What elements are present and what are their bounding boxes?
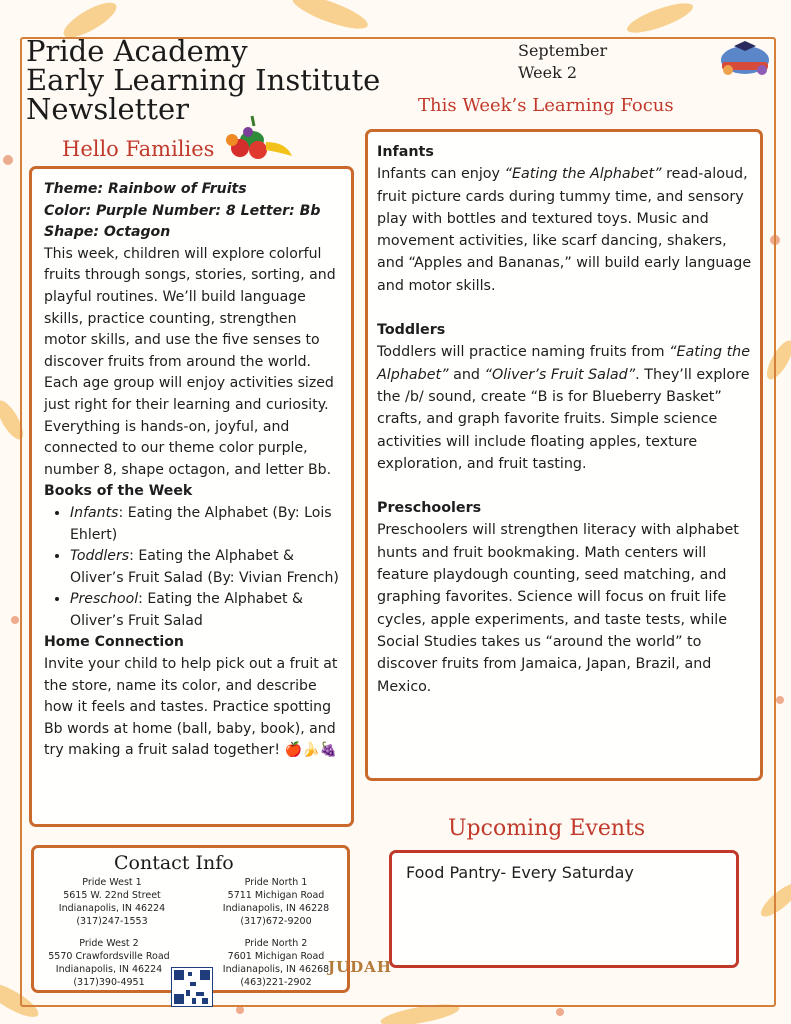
location-west-1 (42, 876, 182, 928)
toddlers-text (377, 341, 752, 475)
book-item (70, 503, 341, 546)
theme-line: Theme: Rainbow of Fruits (44, 181, 247, 197)
book-text: : Eating the Alphabet (By: Lois Ehlert) (70, 504, 332, 543)
location-name: Pride West 2 (79, 938, 139, 949)
learning-focus-heading: This Week’s Learning Focus (418, 95, 674, 116)
contact-box (31, 845, 350, 993)
book-text: : Eating the Alphabet & Oliver’s Fruit Salad (70, 591, 304, 629)
book-item (70, 546, 341, 589)
date-block (518, 40, 607, 84)
infants-text (377, 163, 752, 297)
book-title: “Oliver’s Fruit Salad” (484, 366, 636, 383)
learning-focus-box (365, 129, 763, 781)
book-group: Infants (70, 504, 119, 521)
week-label: Week 2 (518, 63, 578, 82)
location-city: Indianapolis, IN 46224 (58, 903, 166, 914)
location-phone: (317)672-9200 (240, 916, 312, 927)
location-north-1 (206, 876, 346, 928)
location-name: Pride West 1 (82, 877, 142, 888)
book-group: Toddlers (70, 548, 130, 565)
book-group: Preschool (70, 591, 139, 608)
books-list (44, 503, 341, 633)
location-north-2 (206, 937, 346, 989)
location-city: Indianapolis, IN 46228 (222, 903, 330, 914)
text-span: . They’ll explore the /b/ sound, create “B is for Blueberry Basket” crafts, and graph favorite fruits. Simple science activities will include floating apples, texture exploration, and fruit tasting. (377, 366, 750, 472)
judah-logo: JUDAH (328, 958, 392, 976)
books-heading: Books of the Week (44, 483, 193, 500)
text-span: and (448, 366, 485, 383)
month-label: September (518, 41, 608, 60)
book-item (70, 589, 341, 632)
infants-heading: Infants (377, 144, 434, 160)
qr-code-icon[interactable] (171, 967, 213, 1007)
preschool-text: Preschoolers will strengthen literacy with alphabet hunts and fruit bookmaking. Math centers will feature playdough counting, seed matching, and graphing favorites. Science will focus on fruit life cycles, apple experiments, and taste tests, while Social Studies takes us “around the world” to discover fruits from Jamaica, Japan, Brazil, and Mexico. (377, 522, 739, 695)
location-street: 5711 Michigan Road (227, 890, 325, 901)
infants-section (377, 141, 752, 297)
location-phone: (463)221-2902 (240, 977, 312, 988)
text-span: Toddlers will practice naming fruits from (377, 344, 670, 361)
location-name: Pride North 2 (244, 938, 308, 949)
location-city: Indianapolis, IN 46268 (222, 964, 330, 975)
title-line-2: Early Learning Institute (26, 63, 381, 97)
text-span: read-aloud, fruit picture cards during tummy time, and sensory play with bottles and textured toys. Music and movement activities, like scarf dancing, shakers, and “Apples and Bananas,” will build early language and motor skills. (377, 166, 752, 294)
book-title: “Eating the Alphabet” (377, 344, 751, 383)
book-text: : Eating the Alphabet & Oliver’s Fruit Salad (By: Vivian French) (70, 548, 339, 586)
newsletter-title (26, 34, 381, 126)
toddlers-section (377, 319, 752, 475)
location-west-2 (34, 937, 184, 989)
text-span: Infants can enjoy (377, 166, 505, 183)
event-item: Food Pantry- Every Saturday (406, 863, 634, 882)
fruit-basket-icon (218, 112, 298, 162)
location-street: 5570 Crawfordsville Road (48, 951, 170, 962)
home-connection-text: Invite your child to help pick out a fruit at the store, name its color, and describe how it feels and tastes. Practice spotting Bb words at home (ball, baby, book), and try making a fruit salad together! 🍎🍌🍇 (44, 656, 338, 759)
location-street: 7601 Michigan Road (227, 951, 325, 962)
location-phone: (317)390-4951 (73, 977, 145, 988)
toddlers-heading: Toddlers (377, 322, 446, 339)
preschool-section (377, 497, 752, 698)
book-title: “Eating the Alphabet” (504, 166, 662, 183)
school-crest-icon (712, 40, 778, 76)
location-name: Pride North 1 (244, 877, 308, 888)
shape-line: Shape: Octagon (44, 224, 171, 241)
upcoming-events-heading: Upcoming Events (448, 816, 646, 841)
events-box (389, 850, 739, 968)
contact-heading: Contact Info (114, 852, 234, 874)
home-connection-heading: Home Connection (44, 634, 184, 651)
color-number-letter-line: Color: Purple Number: 8 Letter: Bb (44, 202, 321, 219)
title-line-3: Newsletter (26, 92, 190, 126)
theme-box (29, 166, 354, 827)
preschool-heading: Preschoolers (377, 500, 482, 517)
location-city: Indianapolis, IN 46224 (55, 964, 163, 975)
hello-families-heading: Hello Families (62, 137, 215, 161)
theme-intro: This week, children will explore colorful fruits through songs, stories, sorting, and playful routines. We’ll build language skills, practice counting, strengthen motor skills, and use the five senses to discover fruits from around the world. Each age group will enjoy activities sized just right for their learning and curiosity. Everything is hands-on, joyful, and connected to our theme color purple, number 8, shape octagon, and letter Bb. (44, 245, 336, 478)
location-phone: (317)247-1553 (76, 916, 148, 927)
location-street: 5615 W. 22nd Street (63, 890, 161, 901)
title-line-1: Pride Academy (26, 34, 248, 68)
